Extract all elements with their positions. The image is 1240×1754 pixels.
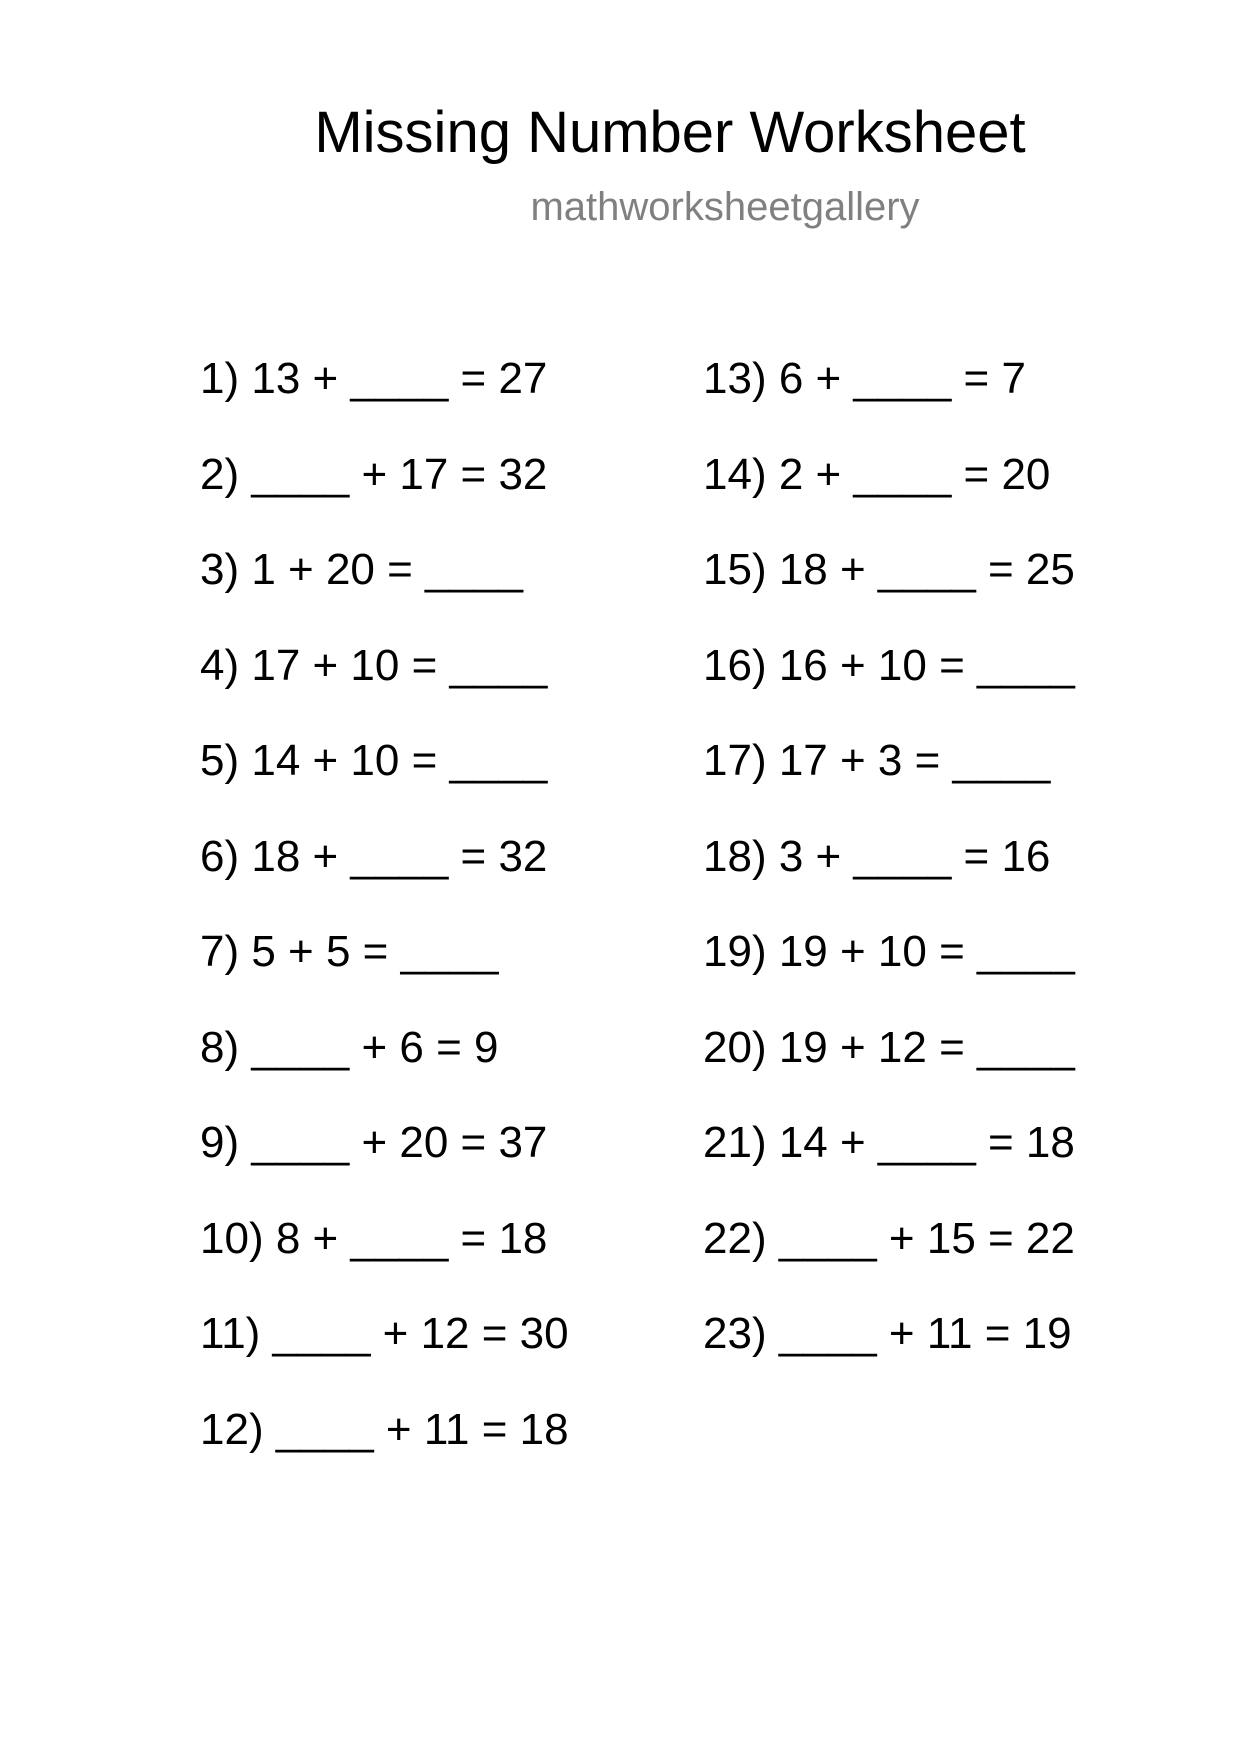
problem-9: 9) ____ + 20 = 37 [200,1118,548,1167]
problem-14: 14) 2 + ____ = 20 [703,449,1051,499]
problem-3: 3) 1 + 20 = ____ [200,545,523,594]
problem-4: 4) 17 + 10 = ____ [200,640,548,690]
problem-15: 15) 18 + ____ = 25 [703,545,1075,594]
worksheet-title: Missing Number Worksheet [314,100,1026,165]
problem-20: 20) 19 + 12 = ____ [703,1022,1075,1072]
problem-23: 23) ____ + 11 = 19 [703,1309,1072,1358]
problem-6: 6) 18 + ____ = 32 [200,831,548,881]
problem-19: 19) 19 + 10 = ____ [703,927,1075,976]
worksheet-subtitle: mathworksheetgallery [530,185,920,229]
problems-left-column [200,354,569,1500]
problem-22: 22) ____ + 15 = 22 [703,1213,1075,1263]
problem-16: 16) 16 + 10 = ____ [703,640,1075,690]
problem-18: 18) 3 + ____ = 16 [703,831,1051,881]
problem-10: 10) 8 + ____ = 18 [200,1213,548,1263]
problem-13: 13) 6 + ____ = 7 [703,354,1026,403]
problem-7: 7) 5 + 5 = ____ [200,927,499,976]
problems-right-column [703,354,1075,1405]
problem-5: 5) 14 + 10 = ____ [200,736,548,785]
problem-12: 12) ____ + 11 = 18 [200,1404,569,1454]
problem-8: 8) ____ + 6 = 9 [200,1022,499,1072]
problem-11: 11) ____ + 12 = 30 [200,1309,569,1358]
problem-21: 21) 14 + ____ = 18 [703,1118,1075,1167]
problem-17: 17) 17 + 3 = ____ [703,736,1051,785]
problem-2: 2) ____ + 17 = 32 [200,449,548,499]
problem-1: 1) 13 + ____ = 27 [200,354,548,403]
